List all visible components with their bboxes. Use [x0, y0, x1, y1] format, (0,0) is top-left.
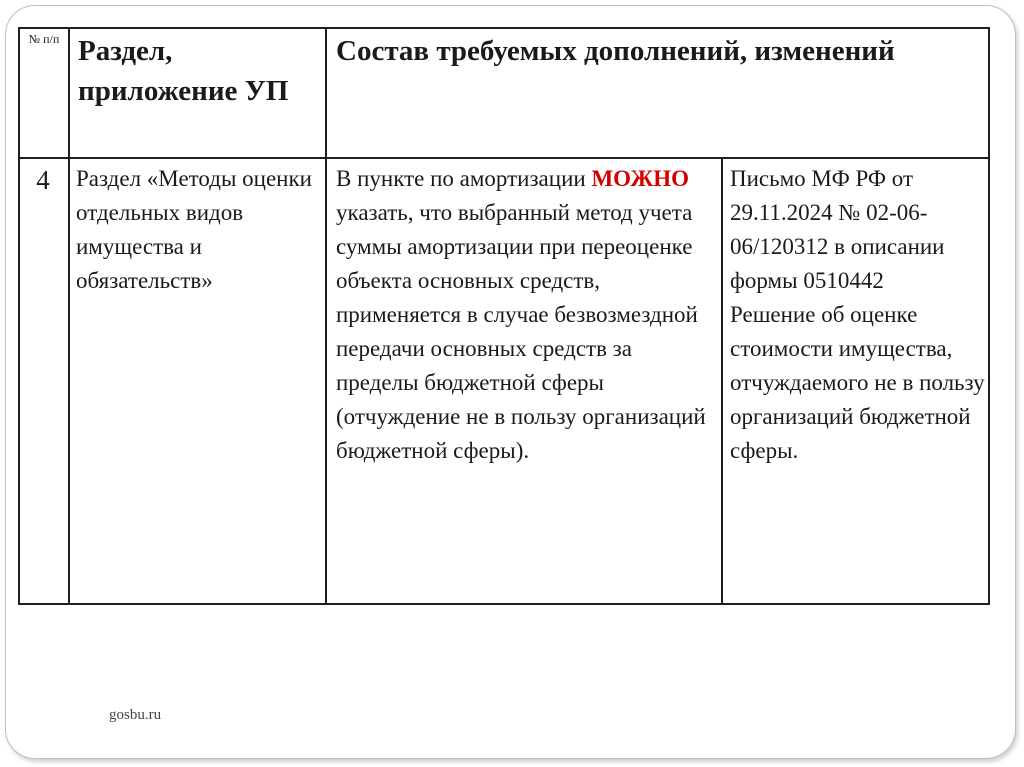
- col-separator-2: [325, 27, 327, 605]
- col-separator-1: [68, 27, 70, 605]
- row-changes-rest: указать, что выбранный метод учета суммы амортизации при переоценке объекта основных средств, применяется в случае безвозмездной передачи основных средств за пределы бюджетной сферы (отчуждение не в пользу организаций бюджетной сферы).: [336, 200, 706, 463]
- header-section-text: Раздел, приложение УП: [78, 35, 289, 107]
- row-section-text: Раздел «Методы оценки отдельных видов имущества и обязательств»: [76, 166, 312, 293]
- source-decision: Решение об оценке стоимости имущества, отчуждаемого не в пользу организаций бюджетной сферы.: [730, 302, 985, 463]
- table-border-top: [18, 27, 990, 29]
- row-source: [730, 162, 985, 468]
- header-changes: [336, 31, 956, 71]
- row-changes-prefix: В пункте по амортизации: [336, 166, 586, 191]
- header-num-text: № п/п: [28, 32, 60, 46]
- header-num: [20, 32, 68, 47]
- emphasis-word: МОЖНО: [591, 166, 689, 191]
- footer-site: gosbu.ru: [109, 707, 162, 723]
- row-section: [76, 162, 321, 298]
- source-letter: Письмо МФ РФ от 29.11.2024 № 02-06-06/120312 в описании формы 0510442: [730, 166, 945, 293]
- table-border-bottom: [18, 603, 990, 605]
- col-separator-3: [721, 157, 723, 605]
- row-num-text: 4: [36, 165, 50, 195]
- header-separator: [18, 157, 990, 159]
- requirements-table: [18, 27, 990, 605]
- row-changes: [336, 162, 718, 468]
- row-num: [22, 165, 64, 195]
- header-changes-text: Состав требуемых дополнений, изменений: [336, 35, 895, 67]
- table-border-right: [988, 27, 990, 605]
- header-section: [78, 31, 308, 111]
- table-border-left: [18, 27, 20, 605]
